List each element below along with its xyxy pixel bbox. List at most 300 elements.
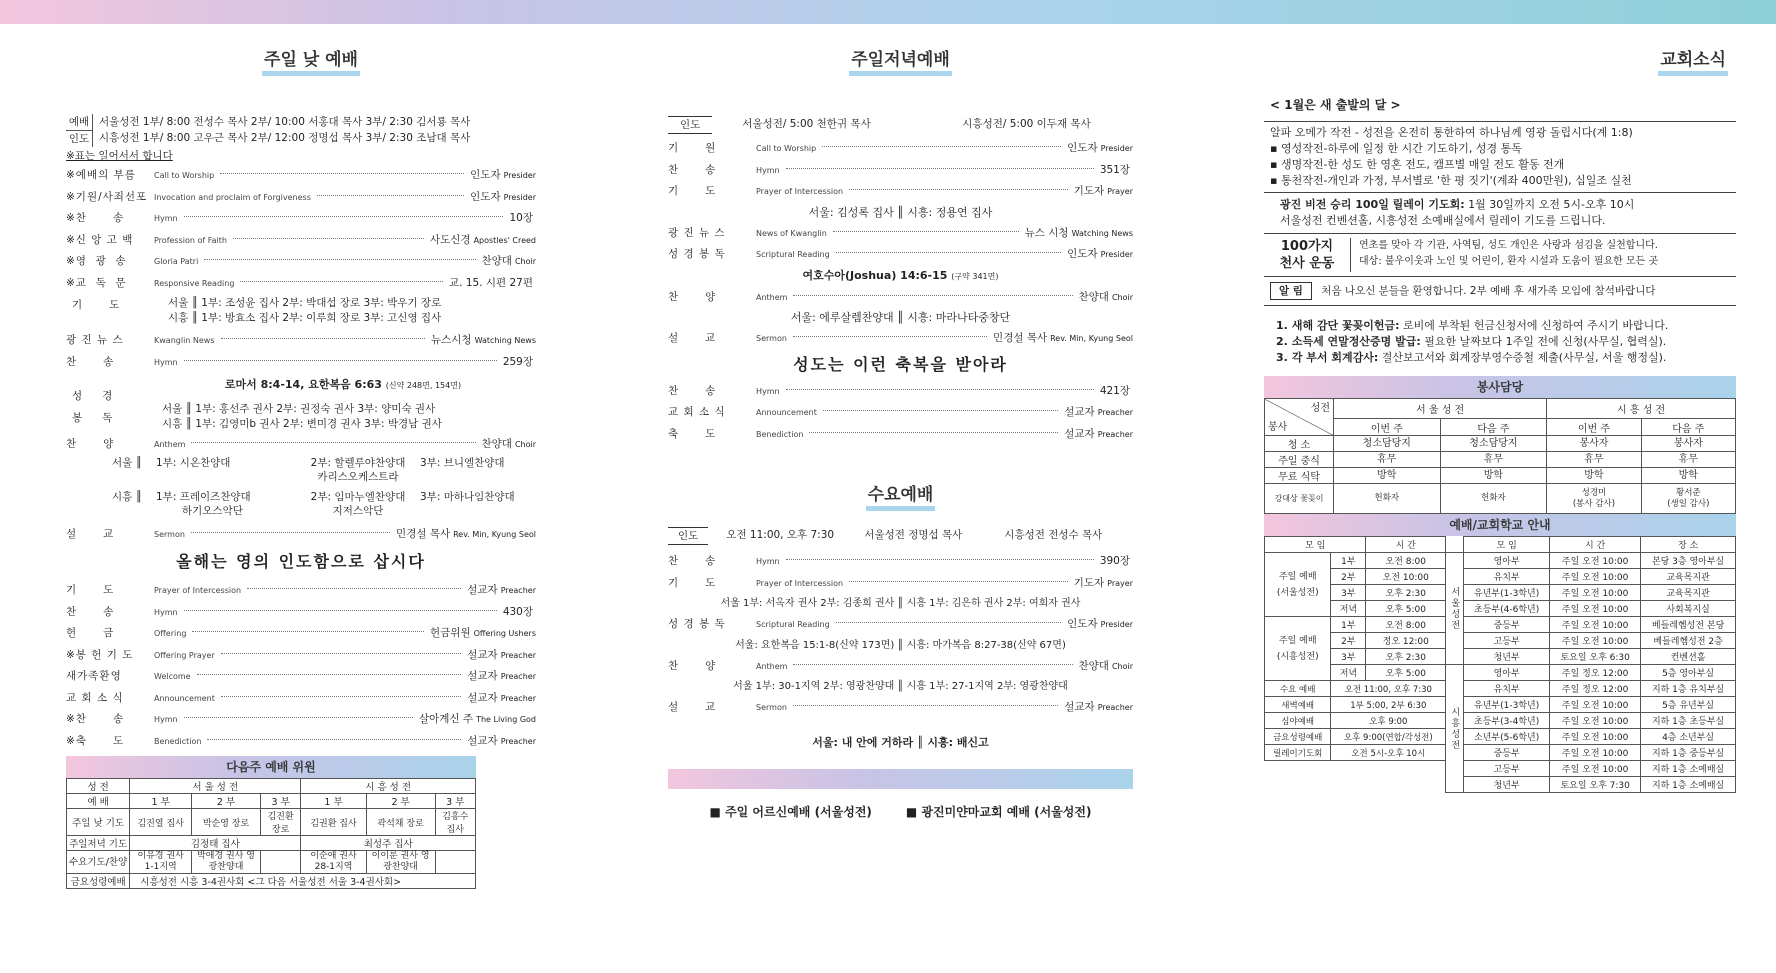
school-part: 저녁	[1331, 601, 1366, 617]
order-item-label-en: Benediction	[154, 736, 202, 746]
vision-verse: 알파 오메가 작전 - 성전을 온전히 통한하여 하나님께 영광 돌립시다(계 1:8)	[1270, 126, 1633, 139]
choir-siheung-part1: 1부: 프레이즈찬양대	[156, 490, 251, 503]
notice-number: 2.	[1276, 335, 1288, 348]
evening-lead	[668, 116, 1133, 134]
order-item-label-en: Hymn	[154, 607, 178, 617]
evening-anthem-value-ko: 찬양대	[1078, 290, 1109, 303]
service-duty-table	[1264, 398, 1736, 514]
school-part: 2부	[1331, 633, 1366, 649]
wednesday-sermon-value	[1064, 697, 1133, 719]
school-row	[1265, 553, 1736, 569]
movement-box	[1264, 234, 1736, 277]
evening-item-value-en: Prayer	[1107, 187, 1133, 196]
order-list-3	[66, 580, 536, 752]
dot-leader	[793, 664, 1072, 665]
nw-cell	[260, 851, 300, 874]
school-label: 새벽예배	[1265, 697, 1331, 713]
evening-item-value	[1025, 223, 1133, 245]
notice-label: 알 림	[1270, 282, 1312, 300]
duty-cell: 헌화자	[1334, 484, 1441, 514]
school-dept: 초등부(4-6학년)	[1464, 601, 1550, 617]
wednesday-item-value-ko: 기도자	[1073, 576, 1105, 589]
evening-item-row	[668, 181, 1133, 203]
notice-text: 처음 나오신 분들을 환영합니다. 2부 예배 후 새가족 모임에 참석바랍니다	[1321, 285, 1656, 297]
evening-item-value-en: Preacher	[1097, 408, 1133, 417]
school-time: 오전 10:00	[1366, 569, 1446, 585]
duty-row-label: 청 소	[1265, 436, 1334, 452]
nw-h-yebae: 예 배	[67, 794, 130, 809]
duty-row	[1265, 452, 1736, 468]
school-dept: 유년부(1-3학년)	[1464, 697, 1550, 713]
order-item-value	[467, 688, 536, 710]
order-item-value-ko: 인도자	[470, 169, 501, 181]
sermon-value	[396, 524, 536, 546]
anthem-row	[66, 434, 536, 456]
schedule-label-top: 예배	[66, 114, 92, 131]
dot-leader	[823, 410, 1058, 411]
order-item-value-en: The Living God	[476, 715, 536, 724]
school-dept: 소년부(5-6학년)	[1464, 729, 1550, 745]
school-row	[1265, 713, 1736, 729]
wednesday-anthem-line: 서울 1부: 30-1지역 2부: 영광찬양대 ║ 시흥 1부: 27-1지역 2부: 영광찬양대	[733, 681, 1068, 692]
school-dept-time: 주일 오전 10:00	[1550, 633, 1641, 649]
school-dept: 유치부	[1464, 569, 1550, 585]
duty-cell: 청소담당지	[1334, 436, 1441, 452]
order-item-value-ko: 설교자	[467, 648, 498, 661]
evening-item-value-en: Watching News	[1071, 228, 1133, 238]
vision-bullet: ▪ 생명작전-한 성도 한 영혼 전도, 캠프별 매일 전도 활동 전개	[1270, 158, 1565, 171]
evening-sermon-title: 성도는 이런 축복을 받아라	[793, 354, 1008, 374]
school-group: 주일 예배 (시흥성전)	[1265, 617, 1331, 681]
dot-leader	[849, 581, 1068, 582]
order-item-value-ko: 사도신경	[429, 233, 471, 246]
notice-item	[1276, 334, 1744, 350]
order-item-value-ko: 교. 15. 시편 27편	[449, 276, 533, 289]
order-item-row	[66, 709, 536, 731]
school-h-moim: 모 임	[1265, 537, 1366, 553]
dot-leader	[809, 432, 1058, 433]
order-item-value-en: Preacher	[500, 693, 536, 703]
duty-cell: 휴무	[1641, 452, 1735, 468]
schedule-seoul: 서울성전 1부/ 8:00 전성수 목사 2부/ 10:00 서홍대 목사 3부/ 2:30 김서룡 목사	[99, 116, 471, 128]
order-item-row	[66, 330, 536, 352]
anthem-value-en: Choir	[514, 440, 536, 449]
wednesday-item-value-en: Prayer	[1107, 578, 1133, 588]
school-dept-place: 사회복지실	[1641, 601, 1736, 617]
order-item-label: ※기원/사죄선포	[66, 190, 148, 203]
wednesday-anthem-value-en: Choir	[1111, 661, 1133, 671]
notice-item	[1276, 318, 1744, 334]
duty-week-header: 이번 주	[1547, 419, 1641, 436]
evening-item-label-en: Hymn	[756, 386, 780, 396]
wednesday-item-value-en: Presider	[1100, 620, 1133, 629]
wednesday-anthem-value-ko: 찬양대	[1078, 659, 1109, 672]
order-item-value	[467, 666, 536, 688]
order-item-value	[467, 731, 536, 753]
notice-title: 소득세 연말정산증명 발급:	[1291, 335, 1421, 348]
service-duty-title: 봉사담당	[1264, 376, 1736, 398]
order-item-label-en: Kwanglin News	[154, 336, 215, 345]
evening-sermon-value-en: Rev. Min, Kyung Seol	[1050, 334, 1133, 343]
next-week-panel	[66, 756, 476, 889]
dot-leader	[833, 231, 1019, 232]
evening-order-3	[668, 381, 1133, 446]
sermon-row	[66, 524, 536, 546]
order-item-label-en: Call to Worship	[154, 171, 215, 180]
wednesday-item-row	[668, 573, 1133, 595]
school-part: 1부	[1331, 553, 1366, 569]
school-row	[1265, 601, 1736, 617]
school-h-sigan: 시 간	[1366, 537, 1446, 553]
bottom-notes	[668, 803, 1133, 820]
church-news-title	[1264, 50, 1744, 76]
sunday-service-title	[66, 50, 536, 76]
nw-row-label: 주일저녁 기도	[67, 836, 130, 851]
dot-leader	[221, 653, 461, 654]
notice-title: 새해 감단 꽃꽂이헌금:	[1291, 319, 1400, 332]
evening-item-label-en: Benediction	[756, 429, 804, 439]
school-label: 수요 예배	[1265, 681, 1331, 697]
wednesday-item-label: 찬 송	[668, 555, 717, 567]
duty-cell: 헌화자	[1440, 484, 1547, 514]
evening-item-label: 기 도	[668, 185, 717, 197]
choir-siheung-part2: 2부: 임마누엘찬양대	[310, 490, 406, 503]
school-dept: 중등부	[1464, 617, 1550, 633]
order-item-value-en: Choir	[514, 257, 536, 266]
wednesday-service-title	[668, 485, 1133, 511]
school-dept-time: 주일 오전 10:00	[1550, 729, 1641, 745]
duty-cell: 성경미 (봉사 감사)	[1547, 484, 1641, 514]
schedule-siheung: 시흥성전 1부/ 8:00 고우근 목사 2부/ 12:00 정명섭 목사 3부/ 2:30 조남대 목사	[99, 132, 471, 144]
school-dept-place: 본당 3층 영아부실	[1641, 553, 1736, 569]
order-item-label-en: Offering Prayer	[154, 650, 215, 660]
evening-item-label-en: Hymn	[756, 165, 780, 175]
dot-leader	[240, 281, 443, 282]
school-dept-place: 지하 1층 초등부실	[1641, 713, 1736, 729]
evening-item-value	[1074, 181, 1133, 203]
order-item-value-en: Presider	[503, 192, 536, 202]
evening-sermon-label: 설 교	[668, 332, 717, 344]
sunday-service-title-text: 주일 낮 예배	[262, 51, 360, 76]
scripture-text	[150, 375, 536, 396]
evening-sermon-label-en: Sermon	[756, 334, 787, 343]
evening-order-1	[668, 138, 1133, 203]
wednesday-sermon-label: 설 교	[668, 701, 717, 713]
dot-leader	[197, 674, 462, 675]
notice-item	[1276, 350, 1744, 366]
school-dept-place: 지하 1층 중등부실	[1641, 745, 1736, 761]
school-row	[1265, 649, 1736, 665]
school-row	[1265, 665, 1736, 681]
nw-siheung-evening: 최성주 집사	[301, 836, 476, 851]
anthem-label: 찬 양	[66, 438, 115, 450]
school-dept-time: 주일 오전 10:00	[1550, 761, 1641, 777]
evening-item-row	[668, 402, 1133, 424]
choir-siheung-label: 시흥 ║	[112, 490, 142, 503]
school-group: 주일 예배 (서울성전)	[1265, 553, 1331, 617]
evening-item-value-ko: 351장	[1099, 163, 1130, 176]
nw-cell: 김권환 집사	[301, 809, 366, 836]
order-list-2	[66, 330, 536, 373]
evening-item-value-ko: 뉴스 시청	[1024, 226, 1069, 239]
wednesday-prayer-line: 서울 1부: 서옥자 권사 2부: 김종희 권사 ║ 시흥 1부: 김은하 권사 2부: 여희자 권사	[720, 598, 1081, 609]
nw-h-siheung: 시 흥 성 전	[301, 779, 476, 794]
evening-anthem-line: 서울: 에루살렘찬양대 ║ 시흥: 마라나타중창단	[790, 311, 1011, 324]
evening-item-label: 찬 송	[668, 163, 717, 176]
duty-h-seoul: 서 울 성 전	[1334, 399, 1547, 419]
nw-cell: 김진환 장로	[260, 809, 300, 836]
order-item-value-en: Preacher	[500, 736, 536, 746]
school-time: 오후 9:00(연합/각성전)	[1331, 729, 1446, 745]
scripture-ref: 로마서 8:4-14, 요한복음 6:63	[224, 378, 382, 391]
dot-leader	[822, 146, 1061, 147]
evening-anthem-value-en: Choir	[1111, 292, 1133, 302]
nw-h-seongjeon: 성 전	[67, 779, 130, 794]
nw-part-header: 2 부	[192, 794, 261, 809]
school-dept: 영아부	[1464, 665, 1550, 681]
sermon-title: 올해는 영의 인도함으로 삽시다	[176, 552, 426, 571]
order-item-value	[503, 352, 536, 374]
choir-siheung-part3: 3부: 마하나임찬양대	[420, 490, 515, 503]
school-title: 예배/교회학교 안내	[1264, 514, 1736, 536]
notice-title: 각 부서 회계감사:	[1291, 351, 1379, 364]
anthem-value	[482, 434, 537, 456]
evening-item-value	[1100, 160, 1133, 182]
choir-siheung-part2-band: 지저스악단	[332, 504, 384, 517]
evening-item-label-en: Scriptural Reading	[756, 250, 830, 259]
next-week-title: 다음주 예배 위원	[66, 756, 476, 778]
wednesday-order-1	[668, 551, 1133, 594]
order-list-1	[66, 165, 536, 294]
evening-item-value-ko: 인도자	[1067, 142, 1098, 154]
prayer-siheung: 시흥 ║ 1부: 방효소 집사 2부: 이루희 장로 3부: 고신영 집사	[168, 312, 442, 324]
evening-lead-siheung: 시흥성전/ 5:00 이두재 목사	[962, 118, 1091, 130]
dot-leader	[786, 168, 1094, 169]
choir-seoul-part1: 1부: 시온찬양대	[156, 456, 231, 469]
church-news-column	[1264, 50, 1744, 793]
dot-leader	[204, 259, 475, 260]
order-item-label: ※예배의 부름	[66, 169, 136, 181]
scripture-block	[66, 375, 536, 432]
duty-cell: 방학	[1641, 468, 1735, 484]
school-dept-time: 주일 정오 12:00	[1550, 681, 1641, 697]
order-item-row	[66, 165, 536, 187]
order-item-value-en	[533, 214, 536, 223]
evening-item-row	[668, 424, 1133, 446]
school-row	[1265, 585, 1736, 601]
order-item-value-ko: 뉴스시청	[430, 334, 472, 346]
stand-note: ※표는 일어서서 합니다	[66, 150, 173, 162]
wednesday-item-row	[668, 614, 1133, 636]
order-item-label-en: Welcome	[154, 672, 191, 681]
relay-box	[1264, 193, 1736, 234]
top-gradient-bar	[0, 0, 1776, 24]
choir-seoul-part2-band: 카리스오케스트라	[317, 470, 399, 483]
dot-leader	[184, 717, 413, 718]
evening-prayer-line: 서울: 김성록 집사 ║ 시흥: 정용연 집사	[808, 205, 993, 219]
evening-item-label: 축 도	[668, 427, 717, 440]
evening-anthem-row	[668, 287, 1133, 309]
sermon-label: 설 교	[66, 527, 115, 540]
school-empty	[1265, 761, 1446, 777]
school-h-moim2: 모 임	[1464, 537, 1550, 553]
reading-siheung: 시흥 ║ 1부: 김영미b 권사 2부: 변미경 권사 3부: 박경남 권사	[162, 418, 442, 430]
school-dept: 청년부	[1464, 649, 1550, 665]
order-item-row	[66, 208, 536, 230]
service-schedule	[66, 114, 536, 147]
order-item-value-en: Preacher	[500, 586, 536, 595]
nw-cell	[435, 851, 476, 874]
dot-leader	[221, 338, 425, 339]
school-dept-time: 주일 오전 10:00	[1550, 713, 1641, 729]
evening-item-row	[668, 381, 1133, 403]
duty-row-label: 강대상 꽃꽂이	[1265, 484, 1334, 514]
evening-item-label: 기 원	[668, 142, 717, 154]
school-dept: 청년부	[1464, 777, 1550, 793]
wednesday-item-label-en: Prayer of Intercession	[756, 578, 844, 588]
evening-service-title	[668, 50, 1133, 76]
nw-cell: 김진열 집사	[130, 809, 192, 836]
order-item-value-ko: 설교자	[467, 691, 498, 704]
wednesday-lead-seoul: 서울성전 정명섭 목사	[864, 529, 963, 541]
order-item-value-ko: 설교자	[467, 670, 498, 682]
school-label: 금요성령예배	[1265, 729, 1331, 745]
duty-corner	[1265, 399, 1334, 436]
evening-item-row	[668, 160, 1133, 182]
relay-title: 광진 비전 승리 100일 릴레이 기도회:	[1280, 198, 1465, 211]
nw-row-label: 금요성령예배	[67, 874, 130, 889]
duty-row-label: 무료 식탁	[1265, 468, 1334, 484]
order-item-value-en: Apostles' Creed	[473, 235, 536, 245]
evening-item-value	[1067, 244, 1133, 266]
duty-cell: 휴무	[1440, 452, 1547, 468]
school-dept-time: 주일 오전 10:00	[1550, 617, 1641, 633]
order-item-value-ko: 10장	[509, 212, 533, 224]
order-item-label-en: Hymn	[154, 715, 178, 724]
order-item-row	[66, 688, 536, 710]
order-item-label-en: Offering	[154, 629, 187, 638]
school-dept-place: 교육목지관	[1641, 569, 1736, 585]
evening-item-label: 광 진 뉴 스	[668, 226, 726, 239]
order-item-label: ※축 도	[66, 734, 125, 747]
evening-anthem-label: 찬 양	[668, 290, 717, 303]
schedule-label-bottom: 인도	[68, 133, 90, 145]
evening-scripture-note: (구약 341면)	[951, 271, 999, 281]
school-row	[1265, 569, 1736, 585]
wednesday-item-value	[1100, 551, 1133, 573]
nw-part-header: 2 부	[366, 794, 435, 809]
order-item-value	[482, 251, 537, 273]
school-h-jangso: 장 소	[1641, 537, 1736, 553]
wednesday-item-label: 기 도	[668, 576, 717, 589]
school-dept-place: 5층 영아부실	[1641, 665, 1736, 681]
evening-item-value-ko: 설교자	[1064, 406, 1095, 418]
school-row	[1265, 745, 1736, 761]
wednesday-lead	[668, 527, 1133, 545]
school-row	[1265, 729, 1736, 745]
sermon-label-en: Sermon	[154, 529, 185, 539]
evening-anthem-value	[1079, 287, 1134, 309]
order-item-value	[470, 165, 536, 187]
dot-leader	[793, 295, 1072, 296]
duty-cell: 청소담당지	[1440, 436, 1547, 452]
order-item-label: ※신 앙 고 백	[66, 233, 134, 246]
choir-seoul	[66, 456, 536, 484]
school-part: 2부	[1331, 569, 1366, 585]
order-item-label: 광 진 뉴 스	[66, 334, 124, 346]
choir-siheung-part1-band: 하기오스악단	[182, 504, 243, 517]
nw-cell: 박순영 장로	[192, 809, 261, 836]
order-item-label: ※찬 송	[66, 212, 125, 224]
order-item-value-en	[533, 279, 536, 288]
school-dept-place: 지하 1층 소예배실	[1641, 777, 1736, 793]
wednesday-lead-label: 인도	[668, 527, 708, 545]
order-item-value-en: Preacher	[500, 650, 536, 660]
order-item-label: ※영 광 송	[66, 255, 127, 267]
welcome-notice	[1264, 277, 1736, 306]
wednesday-item-value-ko: 390장	[1099, 555, 1130, 567]
order-item-row	[66, 251, 536, 273]
school-label: 심야예배	[1265, 713, 1331, 729]
wednesday-lead-siheung: 시흥성전 전성수 목사	[1004, 529, 1103, 541]
wednesday-sermon-row	[668, 697, 1133, 719]
sermon-row	[66, 524, 536, 546]
wednesday-anthem-row	[668, 656, 1133, 678]
vision-bullet: ▪ 영성작전-하루에 일정 한 시간 기도하기, 성경 통독	[1270, 142, 1522, 155]
wednesday-sermon-value-ko: 설교자	[1064, 701, 1095, 713]
evening-scripture-ref: 여호수아(Joshua) 14:6-15	[802, 268, 948, 282]
evening-order-2	[668, 223, 1133, 266]
evening-item-value-ko: 기도자	[1073, 185, 1105, 197]
order-item-label-en: Profession of Faith	[154, 235, 227, 245]
relay-location: 서울성전 컨벤션홀, 시흥성전 소예배실에서 릴레이 기도를 드립니다.	[1280, 214, 1606, 227]
evening-item-label-en: Call to Worship	[756, 144, 817, 153]
order-item-label: ※봉 헌 기 도	[66, 648, 134, 661]
school-dept-time: 주일 오전 10:00	[1550, 697, 1641, 713]
dot-leader	[317, 195, 464, 196]
wednesday-item-row	[668, 551, 1133, 573]
order-item-value-ko: 살아계신 주	[419, 713, 474, 725]
evening-item-value-en	[1130, 166, 1133, 175]
school-time: 오후 5:00	[1366, 665, 1446, 681]
order-item-row	[66, 666, 536, 688]
order-item-label: 헌 금	[66, 627, 115, 639]
duty-row	[1265, 484, 1736, 514]
order-item-label-en: Invocation and proclaim of Forgiveness	[154, 192, 311, 202]
nw-part-header: 3 부	[435, 794, 476, 809]
order-item-value-en	[533, 358, 536, 367]
order-item-label: 새가족환영	[66, 670, 122, 682]
school-dept-time: 주일 오전 10:00	[1550, 569, 1641, 585]
duty-h-siheung: 시 흥 성 전	[1547, 399, 1736, 419]
order-item-value-en: Watching News	[474, 336, 536, 345]
order-item-row	[66, 273, 536, 295]
school-dept-time: 주일 오전 10:00	[1550, 601, 1641, 617]
dot-leader	[233, 238, 424, 239]
school-part: 1부	[1331, 617, 1366, 633]
school-row	[1265, 777, 1736, 793]
school-empty	[1265, 777, 1446, 793]
anthem-value-ko: 찬양대	[481, 438, 512, 450]
school-dept-time: 토요일 오후 6:30	[1550, 649, 1641, 665]
nw-cell: 이이룬 권사 영광찬양대	[366, 851, 435, 874]
wednesday-item-label-en: Scriptural Reading	[756, 620, 830, 629]
order-item-label-en: Prayer of Intercession	[154, 586, 242, 595]
duty-week-header: 다음 주	[1440, 419, 1547, 436]
school-time: 정오 12:00	[1366, 633, 1446, 649]
order-item-value	[503, 602, 536, 624]
order-item-label: ※교 독 문	[66, 276, 127, 289]
